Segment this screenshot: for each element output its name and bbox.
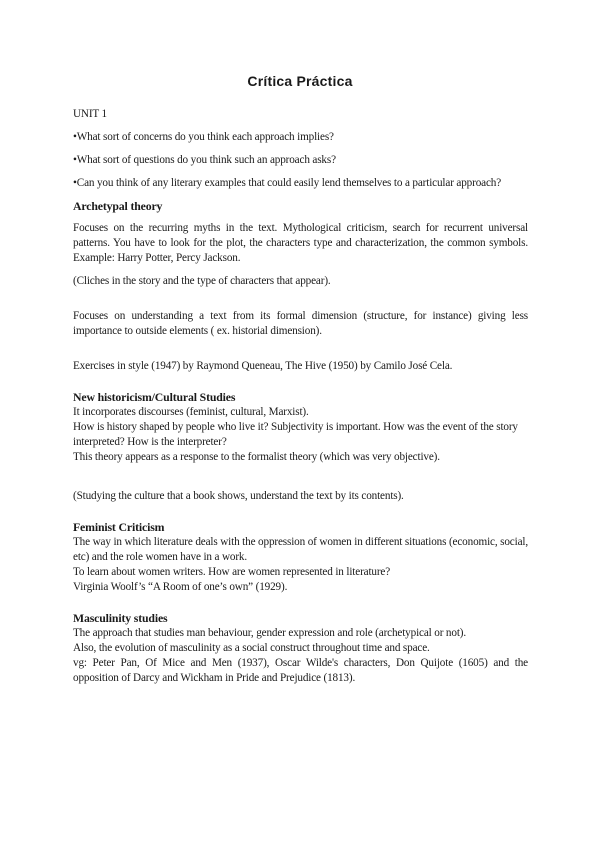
paragraph: How is history shaped by people who live it? Subjectivity is important. How was the event of the story interpreted? How is the interpreter? <box>73 421 518 448</box>
paragraph: (Studying the culture that a book shows, understand the text by its contents). <box>73 490 404 502</box>
question-item: •What sort of concerns do you think each approach implies? <box>73 131 334 143</box>
paragraph: The way in which literature deals with the oppression of women in different situations (economic, social, etc) and the role women have in a work. <box>73 536 528 563</box>
section-heading-archetypal: Archetypal theory <box>73 199 163 213</box>
paragraph: Focuses on understanding a text from its formal dimension (structure, for instance) giving less importance to outside elements ( ex. historial dimension). <box>73 310 528 337</box>
question-item: •What sort of questions do you think such an approach asks? <box>73 154 336 166</box>
document-title: Crítica Práctica <box>247 73 353 89</box>
document-body <box>73 107 528 686</box>
section-heading-feminist: Feminist Criticism <box>73 520 165 534</box>
paragraph: Virginia Woolf’s “A Room of one’s own” (1929). <box>73 581 288 593</box>
paragraph: vg: Peter Pan, Of Mice and Men (1937), Oscar Wilde's characters, Don Quijote (1605) and the opposition of Darcy and Wickham in Pride and Prejudice (1813). <box>73 657 528 684</box>
section-heading-new-historicism: New historicism/Cultural Studies <box>73 390 236 404</box>
paragraph: The approach that studies man behaviour, gender expression and role (archetypical or not). <box>73 627 467 639</box>
paragraph: Exercises in style (1947) by Raymond Queneau, The Hive (1950) by Camilo José Cela. <box>73 360 453 372</box>
paragraph: It incorporates discourses (feminist, cultural, Marxist). <box>73 406 309 418</box>
paragraph: Focuses on the recurring myths in the text. Mythological criticism, search for recurrent universal patterns. You have to look for the plot, the characters type and characterization, the common symbols. Example: Harry Potter, Percy Jackson. <box>73 222 528 264</box>
paragraph: (Cliches in the story and the type of characters that appear). <box>73 275 331 287</box>
question-item: •Can you think of any literary examples that could easily lend themselves to a particular approach? <box>73 177 502 189</box>
unit-label: UNIT 1 <box>73 108 108 120</box>
paragraph: To learn about women writers. How are women represented in literature? <box>73 566 391 578</box>
paragraph: This theory appears as a response to the formalist theory (which was very objective). <box>73 451 440 463</box>
paragraph: Also, the evolution of masculinity as a social construct throughout time and space. <box>73 642 430 654</box>
section-heading-masculinity: Masculinity studies <box>73 611 168 625</box>
